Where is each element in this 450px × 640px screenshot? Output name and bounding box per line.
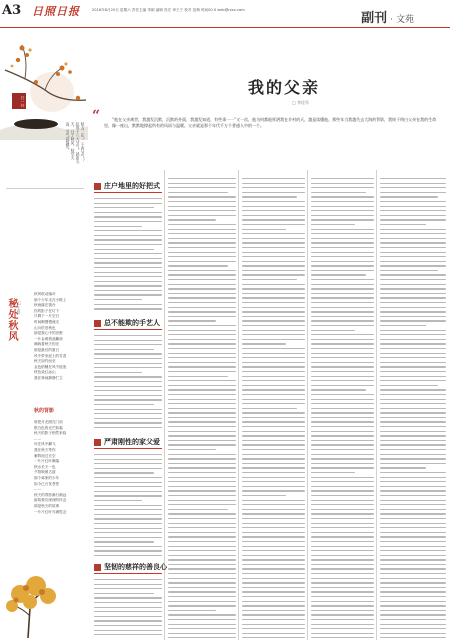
section-dot: · bbox=[390, 15, 393, 25]
body-column-2 bbox=[168, 178, 236, 638]
column-author: □ 王鸥 bbox=[17, 300, 22, 314]
column-divider bbox=[238, 170, 239, 640]
section-rule bbox=[94, 329, 162, 330]
body-column-1b bbox=[94, 335, 162, 431]
section-rule bbox=[94, 573, 162, 574]
section-heading-4: 坚韧的慈祥的善良心 bbox=[94, 562, 167, 572]
body-column-4 bbox=[311, 178, 374, 638]
section-title bbox=[361, 7, 414, 26]
body-text bbox=[94, 579, 162, 637]
section-marker-icon bbox=[94, 183, 101, 190]
body-column-5 bbox=[380, 178, 446, 638]
article-title: 我的父亲 bbox=[248, 78, 321, 97]
body-column-1c bbox=[94, 454, 162, 556]
poem-title-2: 秋的背影 bbox=[34, 408, 55, 414]
body-text bbox=[94, 335, 162, 431]
section-marker-icon bbox=[94, 439, 101, 446]
column-divider bbox=[307, 170, 308, 640]
season-verse: 秋去，在“二十四节气”，抗战十八大节气。就如今天，日子秋风，秋空天高，节气寂静然。 bbox=[66, 122, 86, 164]
section-name: 副刊 bbox=[361, 11, 388, 26]
article-byline: □ 李佳军 bbox=[292, 100, 310, 105]
section-marker-icon bbox=[94, 564, 101, 571]
paper-logo: 日照日报 bbox=[32, 5, 80, 18]
masthead-rule bbox=[0, 27, 450, 28]
body-text bbox=[94, 454, 162, 556]
section-heading-3: 严肃刚性的家父爱 bbox=[94, 437, 160, 447]
body-column-3 bbox=[242, 178, 305, 638]
column-divider bbox=[376, 170, 377, 640]
section-rule bbox=[94, 192, 162, 193]
poem-block-1: 秋风吹动落叶 那个少年走在小路上 秋雨落在窗台 你的影子在灯下 只剩下一片空白 时间啊慢慢流走 山川依旧秋色 那是我心中的田野 一片金黄稻浪翻滚 满载着秋天的光 那是最后的夏日 风中带来泥土的芳香 秋天如约而至 金色稻穗在风中摇曳 秋色染红远山 我在林间静静伫立 bbox=[34, 292, 67, 380]
quote-mark-icon: “ bbox=[92, 108, 101, 124]
sidebar-divider bbox=[6, 188, 84, 189]
sidebar bbox=[0, 30, 88, 640]
body-text bbox=[168, 178, 236, 638]
body-text bbox=[311, 178, 374, 638]
section-heading-2: 总不能欺的手艺人 bbox=[94, 318, 160, 328]
sidebar-badge: 扫一扫 bbox=[12, 93, 26, 109]
masthead bbox=[0, 0, 450, 30]
section-rule bbox=[94, 448, 162, 449]
section-sub: 文苑 bbox=[395, 15, 414, 25]
section-marker-icon bbox=[94, 320, 101, 327]
poem-block-2: 谁把月光照在门前 银白色的光芒如霜 秋天的影子悄然来临 …… 叶在风中翻飞 我在秋天等你 雁阵掠过长空 一片片红叶飘落 秋水长天一色 夕阳映照古道 那个离家的少年 如今已白发苍苍 …… 秋天的背影渐行渐远 留给我们深深的怀念 那是秋天的故事 一片片红叶写满思念 bbox=[34, 420, 67, 514]
body-column-1a bbox=[94, 198, 162, 312]
section-heading-1: 庄户地里的好把式 bbox=[94, 181, 160, 191]
body-column-1d bbox=[94, 579, 162, 637]
article-intro: “他在父亲离世，我越发沉默，沉默的外面，我越发知道，有些事一一”又一次，他为何都能挥洒我在乡村的天，越是读懂他。那些年当我越失去大海的背影，我终于明白父亲在我的生命里，像一座山，默默地撑起所有的风雨与温暖。父亲就是那个年代千万个普通人中的一个。 bbox=[104, 117, 437, 128]
body-text bbox=[380, 178, 446, 638]
masthead-info: 2016年8月20日 星期六 责任主编 李颖 编辑 昌宏 审王宁 校对 范梅 时间00 0 web@rzxx.com bbox=[92, 8, 245, 12]
body-text bbox=[94, 198, 162, 312]
autumn-tree-image bbox=[0, 568, 88, 640]
body-text bbox=[242, 178, 305, 638]
page-number: A3 bbox=[2, 3, 22, 18]
column-title: 秘处秋风 bbox=[6, 298, 17, 342]
